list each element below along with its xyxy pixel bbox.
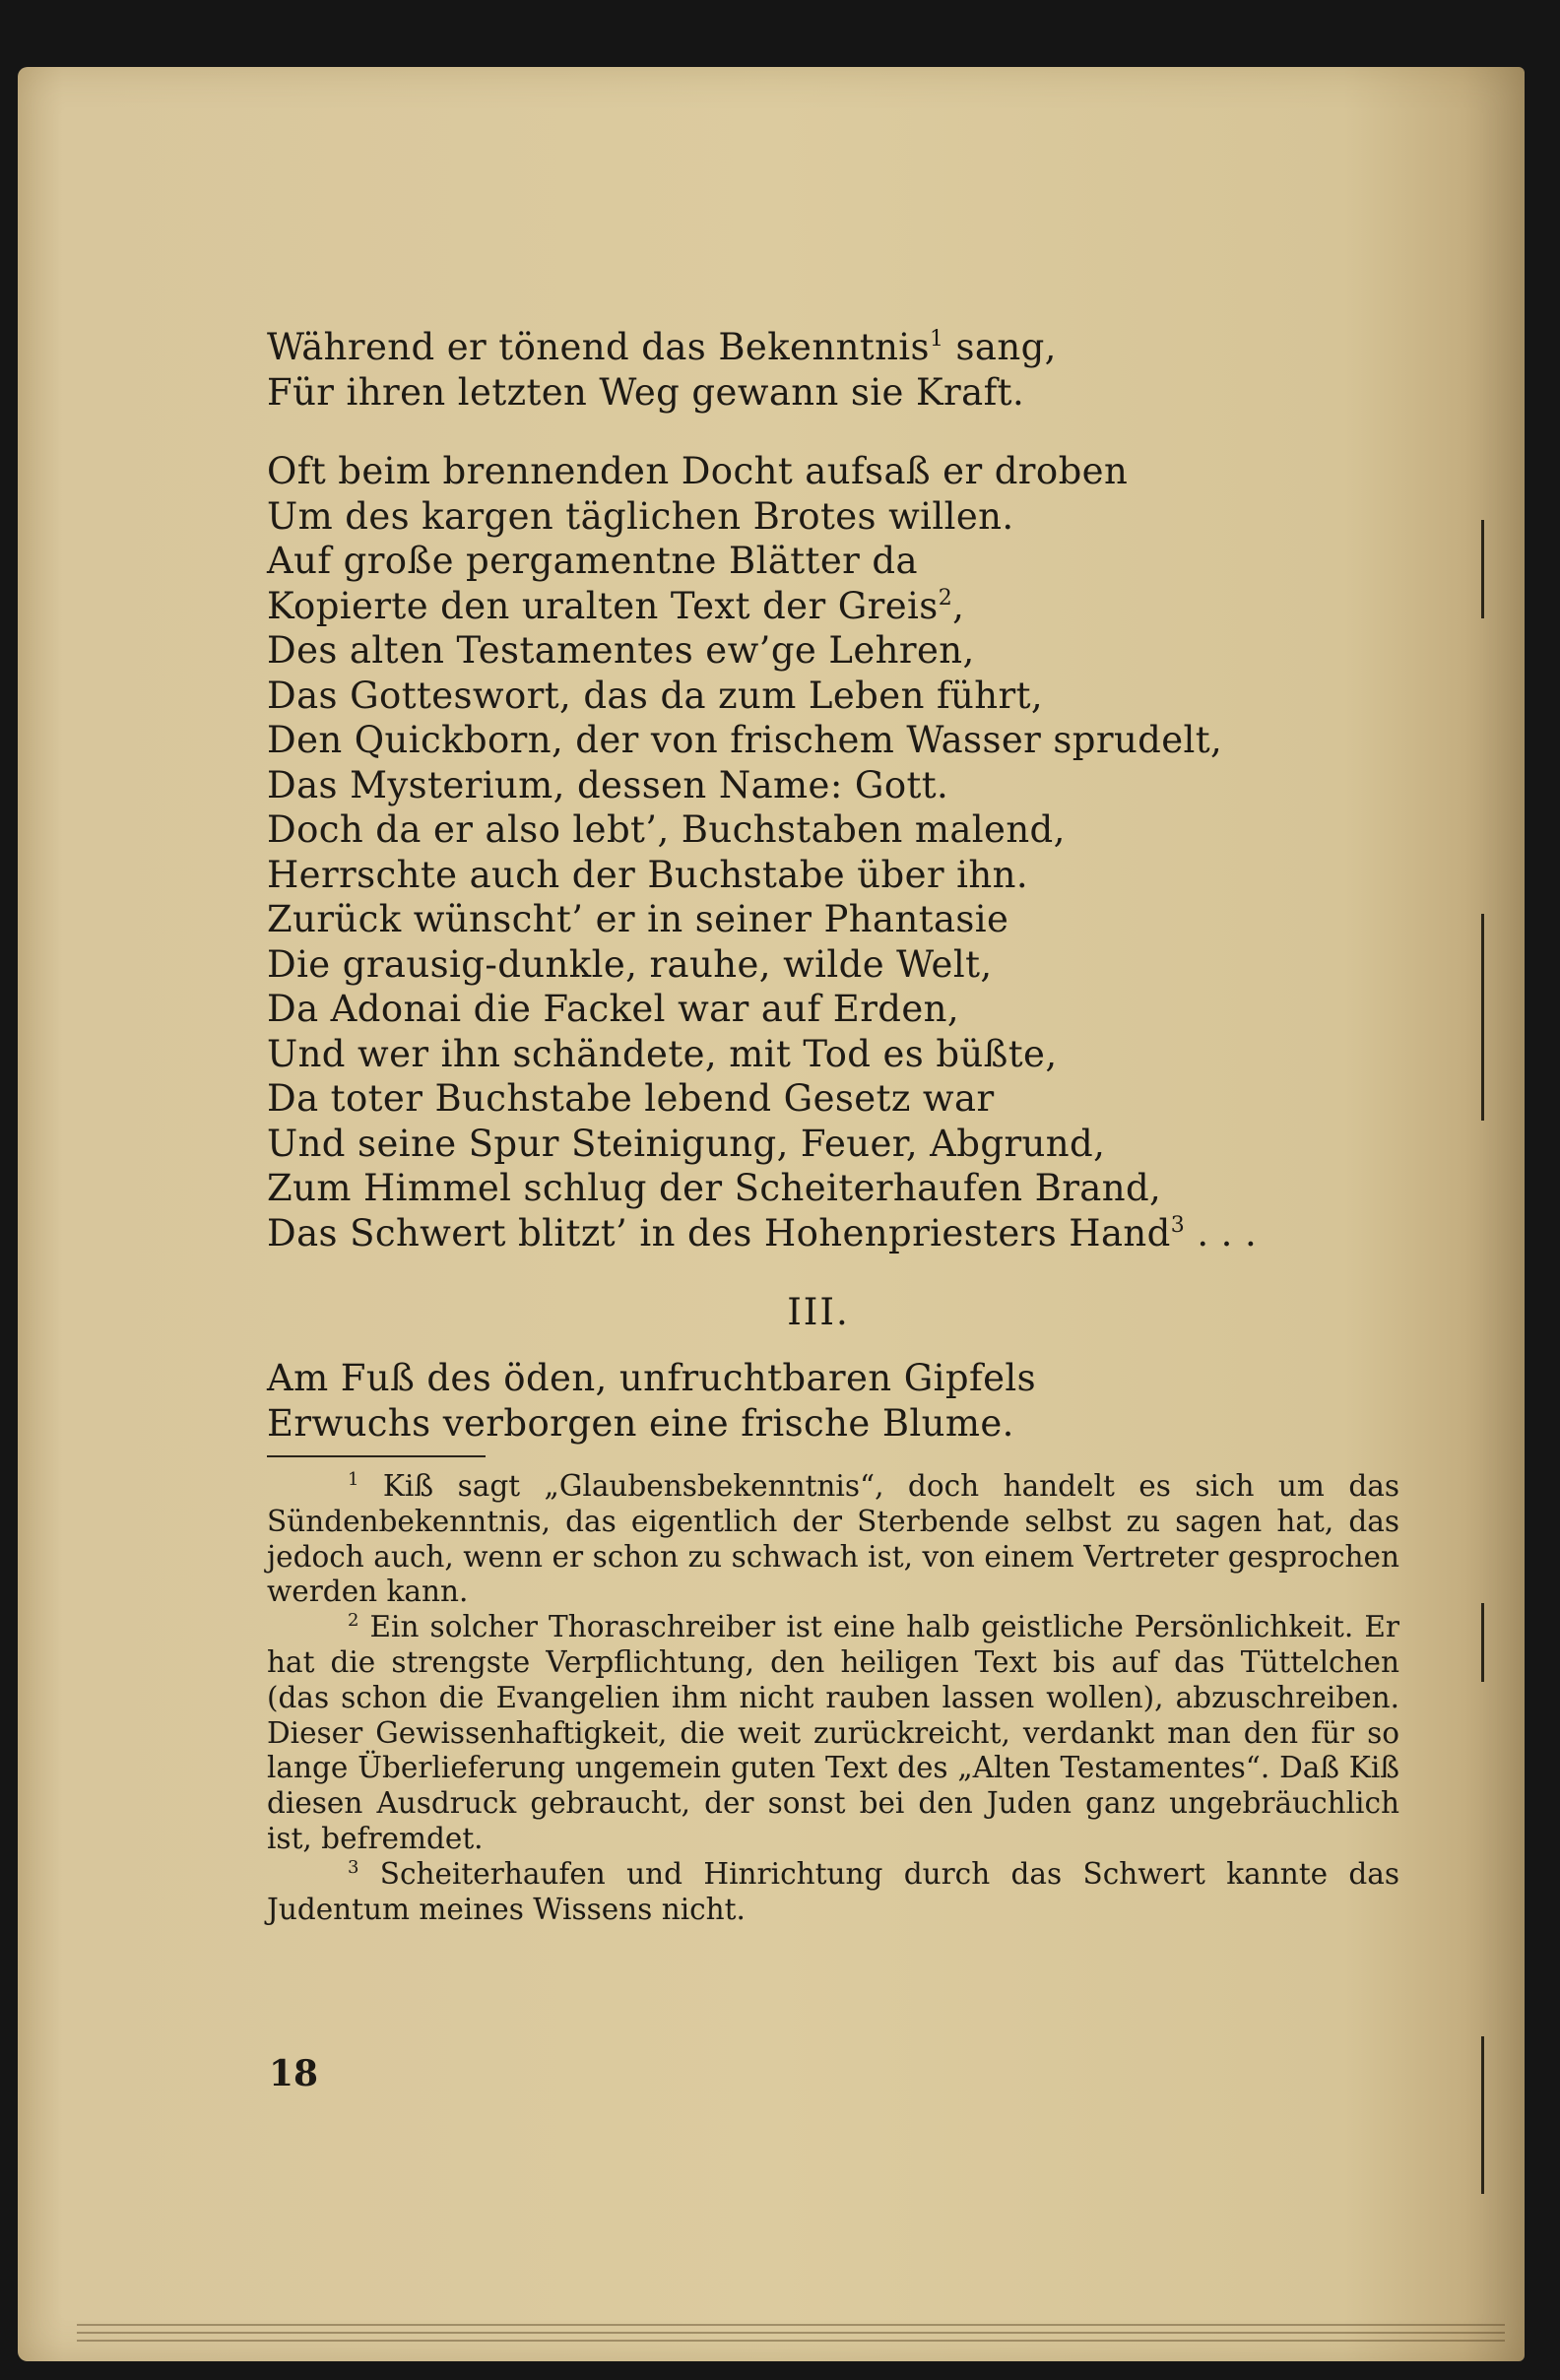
verse-line: Zurück wünscht’ er in seiner Phantasie [267,898,1009,940]
stanza-3 [267,1356,1311,1446]
stanza-1 [267,325,1311,415]
verse-line: Das Gotteswort, das da zum Leben führt, [267,674,1044,717]
footnotes [267,1469,1399,1927]
verse-line: Zum Himmel schlug der Scheiterhaufen Brand, [267,1167,1162,1209]
page-spine-shadow [1477,146,1489,2312]
footnote-number: 2 [348,1610,359,1632]
page-text [267,325,1399,1927]
verse-line: Während er tönend das Bekenntnis$^1$ sang, [267,326,1057,368]
section-heading: III. [787,1291,850,1333]
verse-line: Für ihren letzten Weg gewann sie Kraft. [267,370,1025,414]
footnote: $^3$ Scheiterhaufen und Hinrichtung durch das Schwert kannte das Judentum meines Wissens nicht. [267,1856,1399,1926]
verse-line: Herrschte auch der Buchstabe über ihn. [267,853,1028,896]
footnote-number: 1 [348,1469,359,1490]
verse-line: Da Adonai die Fackel war auf Erden, [267,988,960,1030]
page-number: 18 [269,2053,319,2094]
verse-line: Und wer ihn schändete, mit Tod es büßte, [267,1032,1058,1075]
footnote-ref: 3 [1170,1212,1186,1238]
verse-line: Den Quickborn, der von frischem Wasser sprudelt, [267,719,1223,761]
stacked-page-edges [18,2255,1525,2353]
footnote-number: 3 [348,1856,359,1878]
verse-line: Am Fuß des öden, unfruchtbaren Gipfels [267,1357,1036,1399]
footnote-ref: 1 [929,327,944,352]
verse-line: Das Schwert blitzt’ in des Hohenpriesters Hand$^3$ . . . [267,1211,1258,1254]
verse-line: Des alten Testamentes ew’ge Lehren, [267,629,975,672]
footnote: $^1$ Kiß sagt „Glaubensbekenntnis“, doch handelt es sich um das Sündenbekenntnis, das eigentlich der Sterbende selbst zu sagen hat, das jedoch auch, wenn er schon zu schwach ist, von einem Vertreter gesprochen werden kann. [267,1469,1399,1609]
footnote-ref: 2 [938,585,953,611]
verse-line: Das Mysterium, dessen Name: Gott. [267,763,949,806]
verse-line: Und seine Spur Steinigung, Feuer, Abgrund, [267,1122,1106,1165]
verse-line: Doch da er also lebt’, Buchstaben malend, [267,808,1066,851]
verse-line: Da toter Buchstabe lebend Gesetz war [267,1077,995,1120]
stanza-2 [267,449,1311,1255]
verse-line: Kopierte den uralten Text der Greis$^2$, [267,584,965,627]
footnote: $^2$ Ein solcher Thoraschreiber ist eine halb geistliche Persönlichkeit. Er hat die strengste Verpflichtung, den heiligen Text bis auf das Tüttelchen (das schon die Evangelien ihm nicht rauben lassen wollen), abzuschreiben. Dieser Gewissenhaftigkeit, die weit zurückreicht, verdankt man den für so lange Überlieferung ungemein guten Text des „Alten Testamentes“. Daß Kiß diesen Ausdruck gebraucht, der sonst bei den Juden ganz ungebräuchlich ist, befremdet. [267,1610,1399,1855]
verse-line: Oft beim brennenden Docht aufsaß er droben [267,450,1129,492]
verse-line: Auf große pergamentne Blätter da [267,540,918,582]
verse-line: Um des kargen täglichen Brotes willen. [267,494,1014,538]
verse-line: Die grausig-dunkle, rauhe, wilde Welt, [267,942,993,986]
footnote-divider [267,1455,486,1457]
verse-line: Erwuchs verborgen eine frische Blume. [267,1401,1014,1445]
